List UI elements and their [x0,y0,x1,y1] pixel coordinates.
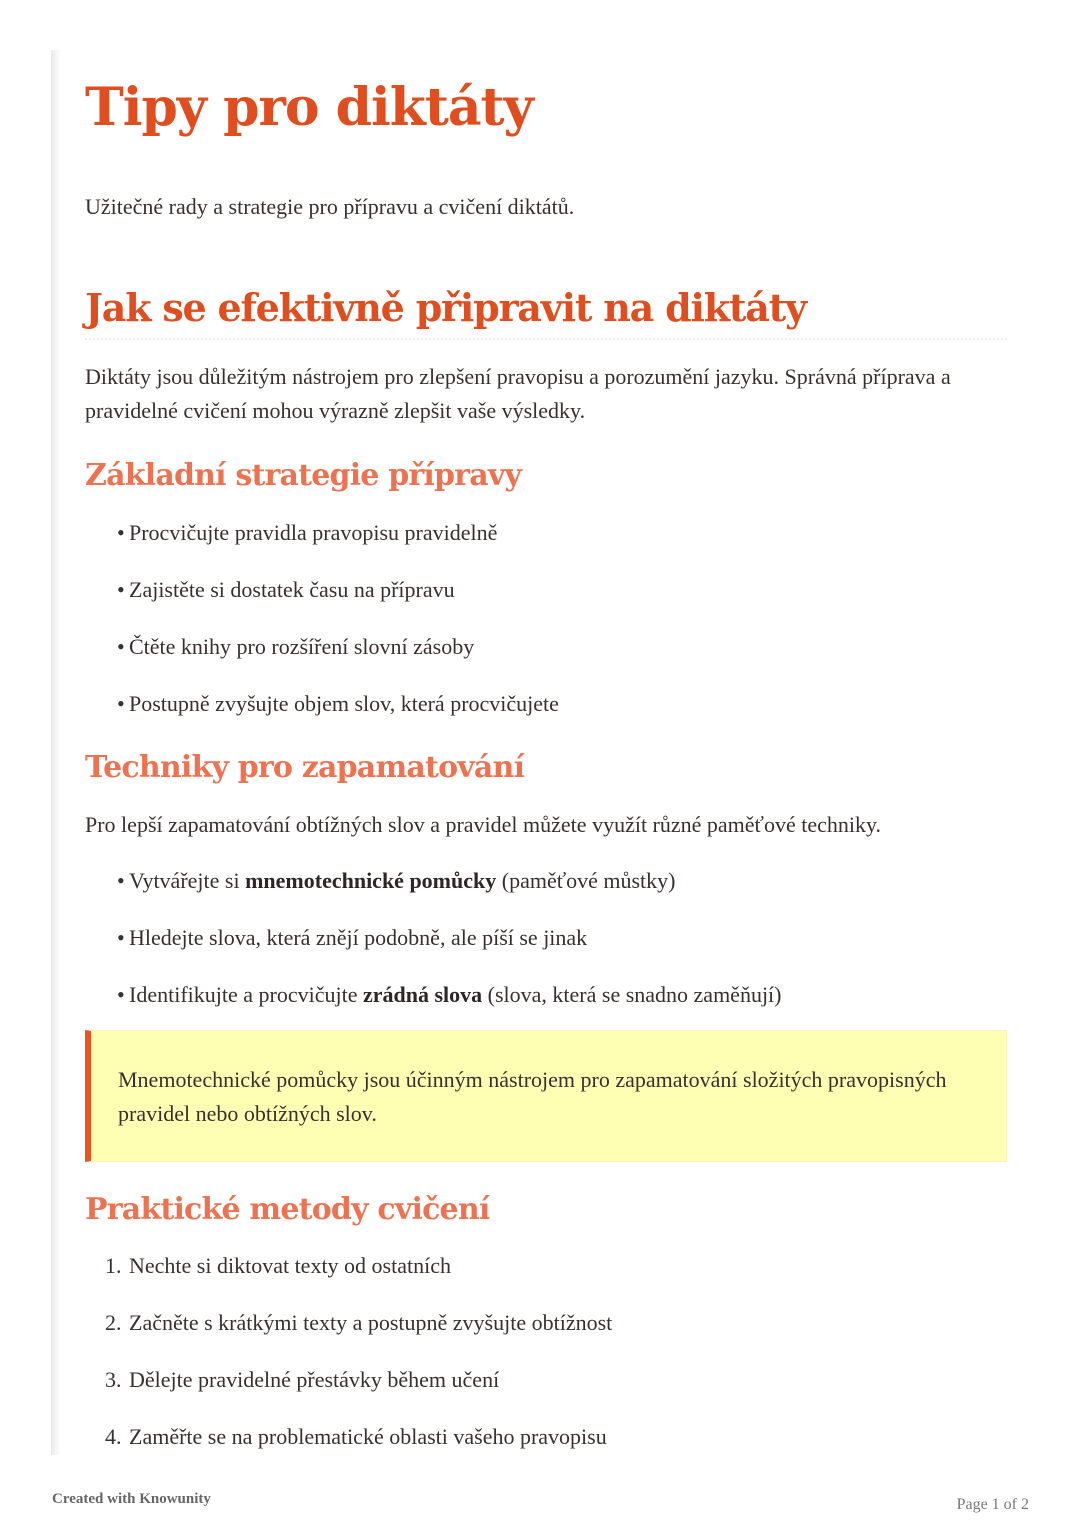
bullet-marker: • [117,577,125,602]
footer-credit: Created with Knowunity [52,1491,211,1507]
number-marker: 1. [105,1253,122,1278]
list-item-text: (paměťové můstky) [496,868,676,893]
techniques-heading: Techniky pro zapamatování [85,750,525,785]
bullet-marker: • [117,982,125,1007]
bullet-marker: • [117,634,125,659]
list-item-text: Hledejte slova, která znějí podobně, ale píší se jinak [129,925,588,950]
section-heading: Jak se efektivně připravit na diktáty [85,280,1007,340]
list-item-text: Nechte si diktovat texty od ostatních [129,1253,451,1278]
list-item [117,632,559,689]
bullet-marker: • [117,868,125,893]
number-marker: 2. [105,1310,122,1335]
list-item-text: Dělejte pravidelné přestávky během učení [129,1367,500,1392]
page-edge-shadow [51,50,61,1455]
techniques-intro: Pro lepší zapamatování obtížných slov a pravidel můžete využít různé paměťové techniky. [85,812,882,837]
document-title: Tipy pro diktáty [85,77,533,138]
bullet-marker: • [117,691,125,716]
bold-term: mnemotechnické pomůcky [245,868,497,893]
list-item-text: Zaměřte se na problematické oblasti vašeho pravopisu [129,1424,607,1449]
list-item-text: Identifikujte a procvičujte [129,982,363,1007]
list-item [105,1308,612,1365]
techniques-list [117,866,782,1037]
strategies-list [117,518,559,746]
list-item [105,1251,612,1308]
list-item [105,1365,612,1422]
strategies-heading: Základní strategie přípravy [85,458,522,493]
bullet-marker: • [117,925,125,950]
bold-term: zrádná slova [362,982,483,1007]
number-marker: 4. [105,1424,122,1449]
bullet-marker: • [117,520,125,545]
list-item-text: Vytvářejte si [129,868,246,893]
page-indicator: Page 1 of 2 [956,1496,1029,1513]
list-item-text: (slova, která se snadno zaměňují) [482,982,782,1007]
list-item [117,575,559,632]
list-item-text: Procvičujte pravidla pravopisu pravidelně [129,520,498,545]
methods-list [105,1251,612,1479]
number-marker: 3. [105,1367,122,1392]
list-item-text: Zajistěte si dostatek času na přípravu [129,577,455,602]
list-item [117,980,782,1037]
callout-box [85,1030,1007,1162]
list-item-text: Začněte s krátkými texty a postupně zvyšujte obtížnost [129,1310,613,1335]
list-item [117,518,559,575]
list-item [117,923,782,980]
document-content [85,70,1007,1449]
list-item [117,866,782,923]
list-item [117,689,559,746]
document-subtitle: Užitečné rady a strategie pro přípravu a cvičení diktátů. [85,194,575,219]
methods-heading: Praktické metody cvičení [85,1192,490,1227]
section-intro: Diktáty jsou důležitým nástrojem pro zlepšení pravopisu a porozumění jazyku. Správná příprava a pravidelné cvičení mohou výrazně zlepšit vaše výsledky. [85,364,951,423]
list-item-text: Čtěte knihy pro rozšíření slovní zásoby [129,634,475,659]
list-item-text: Postupně zvyšujte objem slov, která procvičujete [129,691,559,716]
list-item [105,1422,612,1479]
callout-text: Mnemotechnické pomůcky jsou účinným nástrojem pro zapamatování složitých pravopisných pravidel nebo obtížných slov. [118,1067,947,1126]
